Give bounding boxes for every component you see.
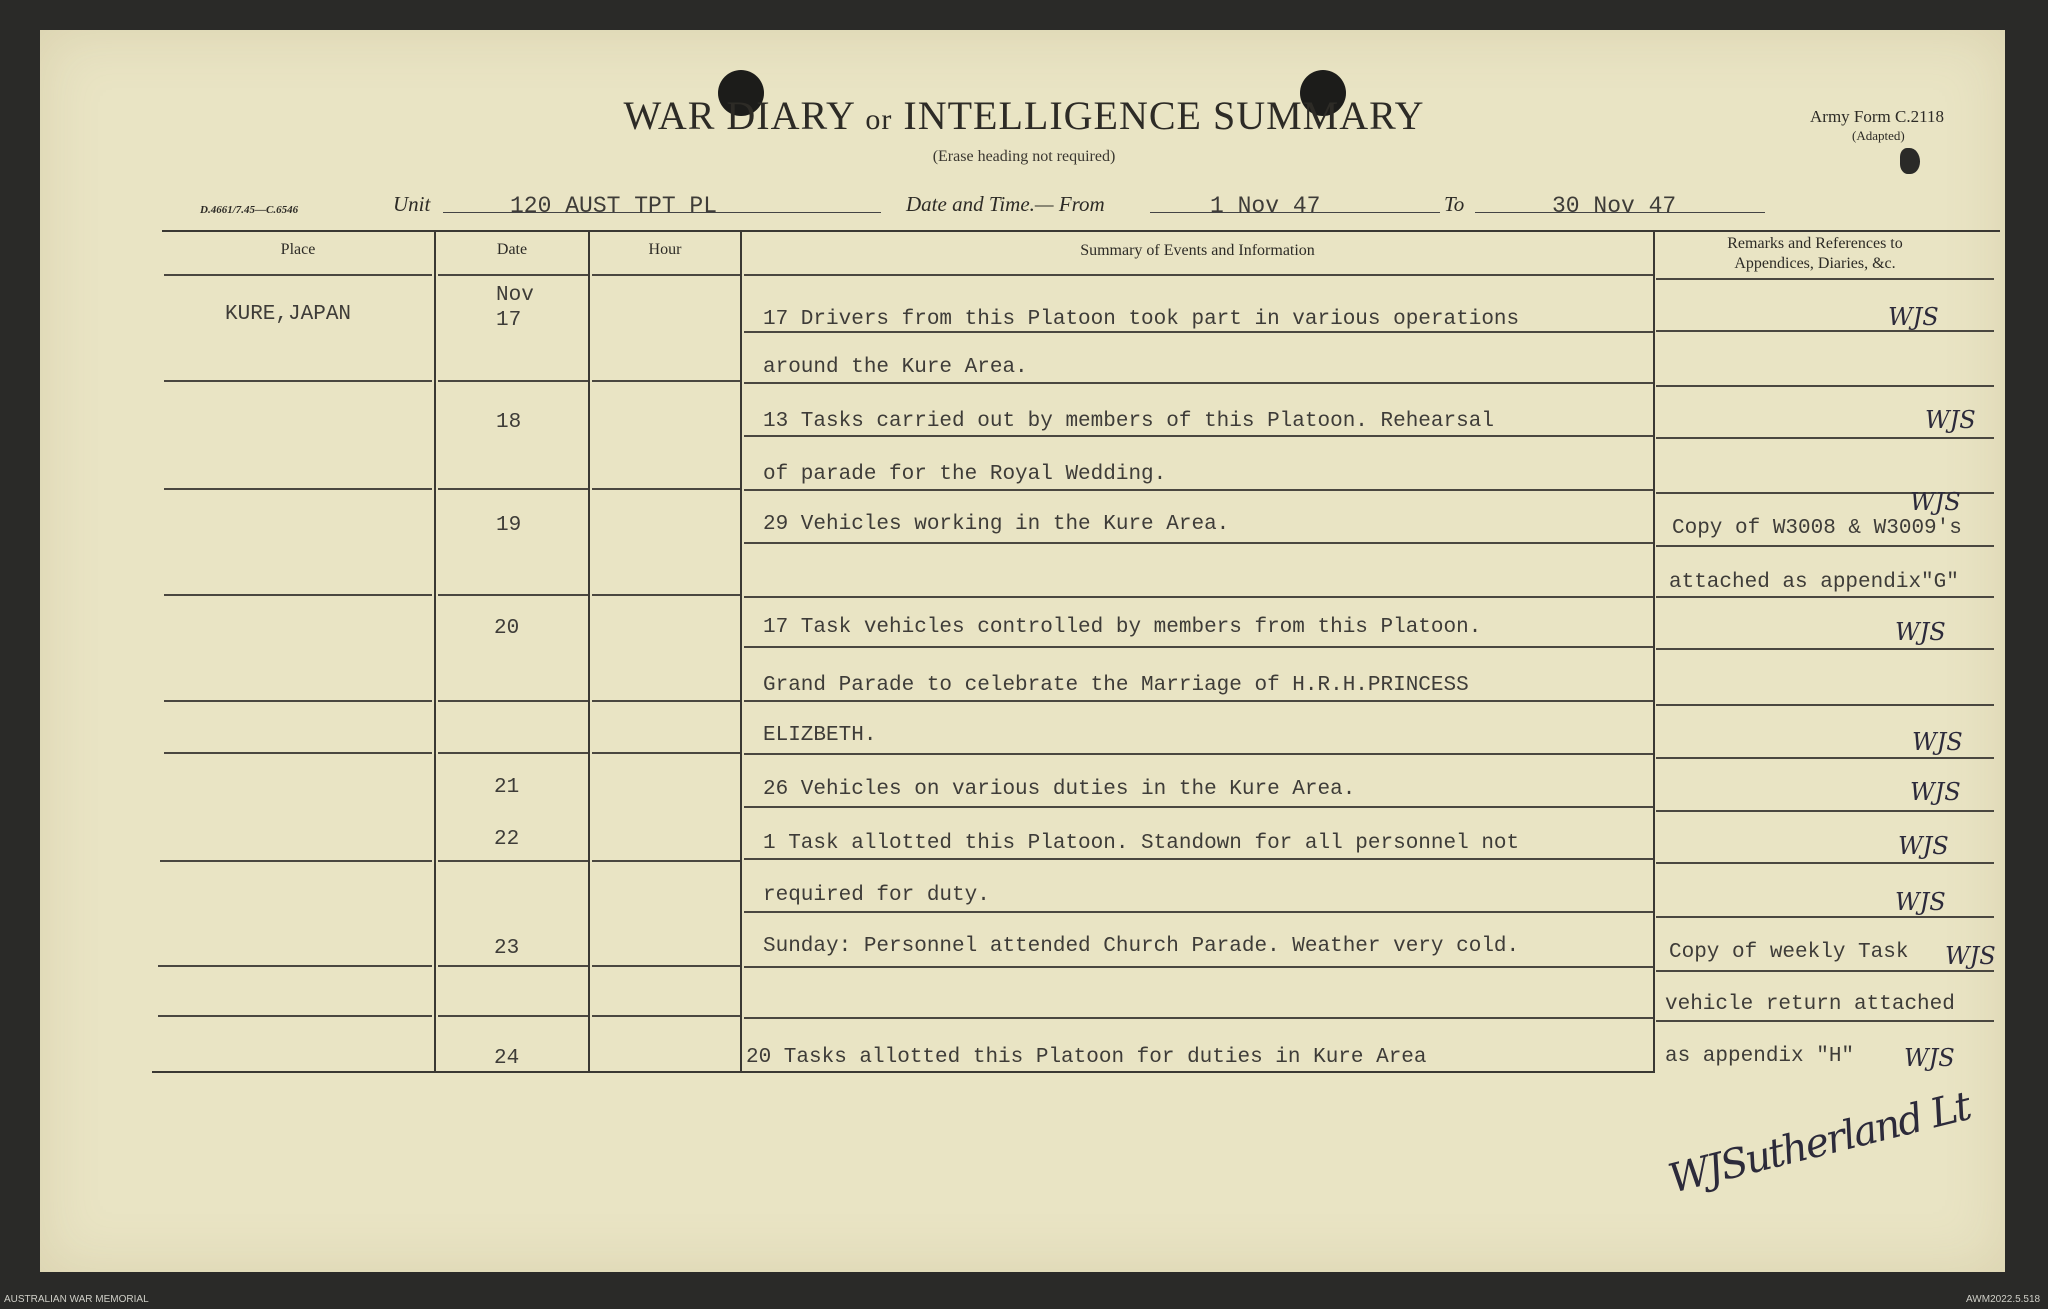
summary-line: 17 Task vehicles controlled by members from this Platoon. — [763, 616, 1482, 639]
handwritten-initials: WJS — [1925, 406, 1976, 434]
unit-label: Unit — [393, 192, 431, 216]
remarks-line: attached as appendix"G" — [1669, 571, 1959, 594]
to-label: To — [1444, 192, 1465, 216]
date-month: Nov — [496, 284, 534, 307]
remarks-line: as appendix "H" — [1665, 1045, 1855, 1068]
table-bottom-rule — [152, 1071, 1654, 1073]
page-title: WAR DIARY or INTELLIGENCE SUMMARY — [623, 93, 1425, 138]
footer-source: AUSTRALIAN WAR MEMORIAL — [4, 1294, 149, 1305]
subtitle: (Erase heading not required) — [932, 148, 1116, 165]
adapted-note: (Adapted) — [1852, 128, 1905, 143]
date-cell: 19 — [496, 514, 522, 537]
remarks-line: vehicle return attached — [1665, 993, 1955, 1016]
column-header-remarks: Remarks and References to Appendices, Diaries, &c. — [1727, 235, 1903, 272]
summary-line: Grand Parade to celebrate the Marriage of H.R.H.PRINCESS — [763, 674, 1469, 697]
handwritten-initials: WJS — [1895, 888, 1946, 916]
summary-line: Sunday: Personnel attended Church Parade. Weather very cold. — [763, 935, 1520, 958]
handwritten-initials: WJS — [1910, 488, 1961, 516]
remarks-line: Copy of W3008 & W3009's — [1672, 517, 1962, 540]
column-header-hour: Hour — [648, 241, 682, 258]
handwritten-initials: WJS — [1910, 778, 1961, 806]
handwritten-initials: WJS — [1898, 832, 1949, 860]
date-cell: 22 — [494, 828, 520, 851]
date-cell: 20 — [494, 617, 520, 640]
summary-line: 29 Vehicles working in the Kure Area. — [763, 513, 1230, 536]
summary-line: ELIZBETH. — [763, 724, 877, 747]
date-cell: 17 — [496, 309, 522, 332]
to-date: 30 Nov 47 — [1552, 193, 1677, 219]
date-cell: 24 — [494, 1047, 520, 1070]
handwritten-initials: WJS — [1895, 618, 1946, 646]
column-header-summary: Summary of Events and Information — [1080, 242, 1315, 259]
date-cell: 18 — [496, 411, 522, 434]
date-cell: 23 — [494, 937, 520, 960]
handwritten-initials: WJS — [1904, 1044, 1955, 1072]
table-top-rule — [162, 230, 2000, 232]
column-header-date: Date — [496, 241, 528, 258]
handwritten-signature: WJSutherland Lt — [1664, 1083, 1975, 1203]
handwritten-initials: WJS — [1912, 728, 1963, 756]
handwritten-initials: WJS — [1888, 303, 1939, 331]
summary-line: around the Kure Area. — [763, 356, 1028, 379]
handwritten-initials: WJS — [1945, 942, 1996, 970]
summary-line: 17 Drivers from this Platoon took part in various operations — [763, 308, 1520, 331]
summary-line: 20 Tasks allotted this Platoon for duties in Kure Area — [746, 1046, 1427, 1069]
summary-line: 26 Vehicles on various duties in the Kure Area. — [763, 778, 1356, 801]
datetime-label: Date and Time.— From — [906, 192, 1105, 216]
form-code: D.4661/7.45—C.6546 — [200, 204, 299, 216]
summary-line: 1 Task allotted this Platoon. Standown for all personnel not — [763, 832, 1520, 855]
footer-reference: AWM2022.5.518 — [1966, 1294, 2041, 1305]
place-cell: KURE,JAPAN — [225, 303, 352, 326]
unit-value: 120 AUST TPT PL — [510, 193, 718, 219]
from-date: 1 Nov 47 — [1210, 193, 1321, 219]
summary-line: 13 Tasks carried out by members of this Platoon. Rehearsal — [763, 410, 1494, 433]
remarks-line: Copy of weekly Task — [1669, 941, 1909, 964]
column-header-place: Place — [280, 241, 316, 258]
summary-line: required for duty. — [763, 884, 990, 907]
date-cell: 21 — [494, 776, 520, 799]
army-form-number: Army Form C.2118 — [1810, 107, 1944, 126]
summary-line: of parade for the Royal Wedding. — [763, 463, 1167, 486]
